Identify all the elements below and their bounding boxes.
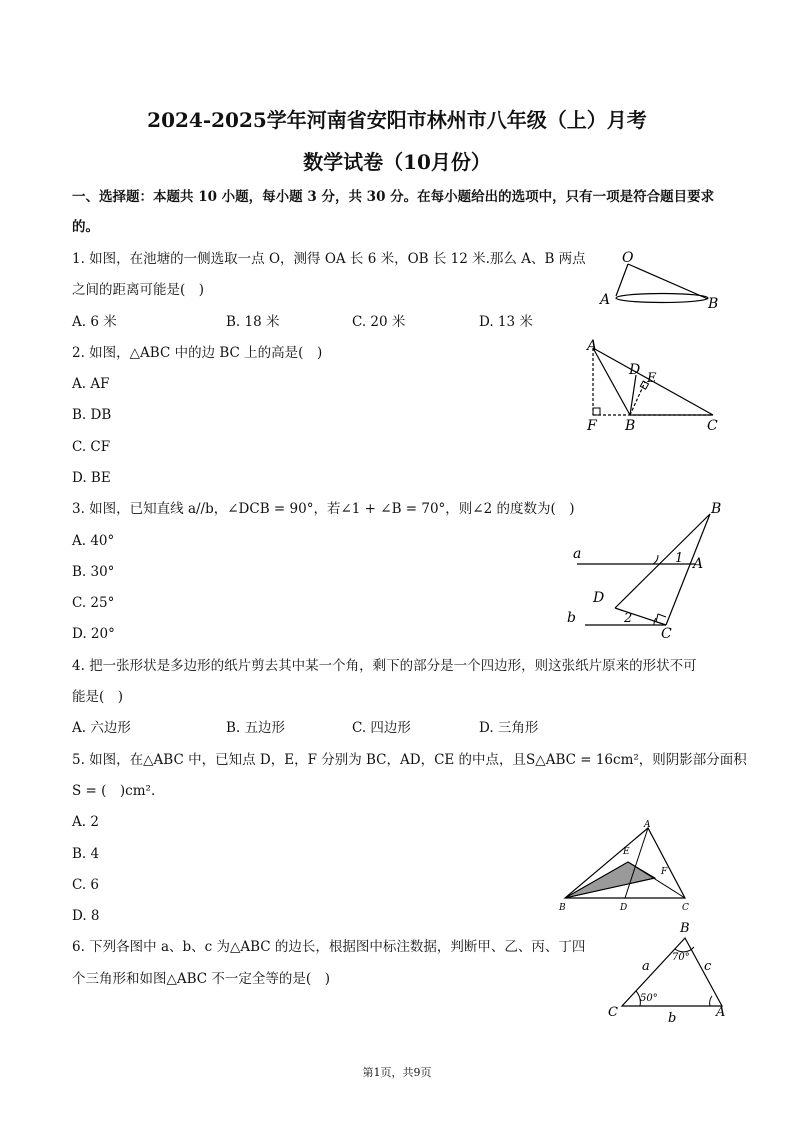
section-heading: 一、选择题：本题共 10 小题，每小题 3 分，共 30 分。在每小题给出的选项中，只有一项是符合题目要求 <box>72 189 715 205</box>
q3-option-d[interactable]: D. 20° <box>72 626 115 642</box>
fig6-label-b-vertex: B <box>680 921 690 936</box>
fig5-label-a: A <box>644 820 651 830</box>
fig3-label-angle1: 1 <box>675 551 684 566</box>
question-5-text: 5. 如图，在△ABC 中，已知点 D，E，F 分别为 BC，AD，CE 的中点，且S△ABC = 16cm²，则阴影部分面积 <box>72 752 747 768</box>
question-6-text-cont: 个三角形和如图△ABC 不一定全等的是( ) <box>72 971 330 987</box>
fig3-label-b-point: B <box>711 501 722 517</box>
q5-option-a[interactable]: A. 2 <box>72 814 99 830</box>
question-4-text-cont: 能是( ) <box>72 689 124 705</box>
fig1-label-b: B <box>708 296 719 312</box>
fig3-label-a-point: A <box>693 556 704 572</box>
q1-option-b[interactable]: B. 18 米 <box>226 314 280 330</box>
fig6-label-a-side: a <box>642 959 650 974</box>
fig5-label-b: B <box>559 903 566 913</box>
question-1-text-cont: 之间的距离可能是( ) <box>72 282 205 298</box>
fig3-label-a-line: a <box>573 546 582 562</box>
q3-option-c[interactable]: C. 25° <box>72 595 115 611</box>
question-6-text: 6. 下列各图中 a、b、c 为△ABC 的边长，根据图中标注数据，判断甲、乙、丙、丁四 <box>72 939 586 955</box>
figure-6-triangle <box>600 918 740 1028</box>
fig2-label-d: D <box>629 362 641 378</box>
exam-title-line1: 2024-2025学年河南省安阳市林州市八年级（上）月考 <box>147 108 647 132</box>
figure-2-triangle <box>583 340 733 440</box>
q4-option-b[interactable]: B. 五边形 <box>226 720 286 736</box>
fig2-label-b: B <box>625 418 636 434</box>
fig2-label-e: E <box>647 371 657 386</box>
question-5-text-cont: S = ( )cm². <box>72 783 156 799</box>
question-3-text: 3. 如图，已知直线 a//b，∠DCB = 90°，若∠1 + ∠B = 70°，则∠2 的度数为( ) <box>72 501 575 517</box>
q3-option-a[interactable]: A. 40° <box>72 533 115 549</box>
fig6-label-c-vertex: C <box>608 1005 618 1020</box>
q2-option-d[interactable]: D. BE <box>72 470 111 486</box>
fig6-label-b-side: b <box>668 1011 677 1026</box>
fig6-label-angle-70: 70° <box>672 952 690 963</box>
page-footer: 第1页，共9页 <box>362 1066 432 1079</box>
q2-option-a[interactable]: A. AF <box>72 376 110 392</box>
q2-option-c[interactable]: C. CF <box>72 439 111 455</box>
q5-option-b[interactable]: B. 4 <box>72 846 100 862</box>
fig3-label-b-line: b <box>567 610 576 626</box>
fig2-label-c: C <box>707 418 718 434</box>
fig5-label-e: E <box>623 847 630 857</box>
fig2-label-a: A <box>587 338 598 354</box>
q2-option-b[interactable]: B. DB <box>72 407 112 423</box>
fig2-label-f: F <box>587 418 597 434</box>
fig5-label-f: F <box>661 867 668 877</box>
q4-option-a[interactable]: A. 六边形 <box>72 720 131 736</box>
q1-option-a[interactable]: A. 6 米 <box>72 314 117 330</box>
q3-option-b[interactable]: B. 30° <box>72 564 115 580</box>
exam-title-line2: 数学试卷（10月份） <box>303 150 491 174</box>
q4-option-c[interactable]: C. 四边形 <box>352 720 411 736</box>
question-4-text: 4. 把一张形状是多边形的纸片剪去其中某一个角，剩下的部分是一个四边形，则这张纸片原来的形状不可 <box>72 658 697 674</box>
fig3-label-angle2: 2 <box>624 611 633 626</box>
fig6-label-c-side: c <box>704 959 712 974</box>
fig1-label-a: A <box>600 292 611 308</box>
q4-option-d[interactable]: D. 三角形 <box>479 720 539 736</box>
fig6-label-a-vertex: A <box>716 1005 726 1020</box>
q1-option-c[interactable]: C. 20 米 <box>352 314 406 330</box>
fig6-label-angle-50: 50° <box>640 993 658 1004</box>
section-heading-cont: 的。 <box>72 219 99 235</box>
q5-option-c[interactable]: C. 6 <box>72 877 100 893</box>
fig1-label-o: O <box>622 250 634 266</box>
question-2-text: 2. 如图，△ABC 中的边 BC 上的高是( ) <box>72 345 323 361</box>
fig3-label-c: C <box>661 626 672 642</box>
fig3-label-d: D <box>593 590 605 606</box>
q5-option-d[interactable]: D. 8 <box>72 908 100 924</box>
q1-option-d[interactable]: D. 13 米 <box>479 314 533 330</box>
fig5-label-c: C <box>682 903 689 913</box>
figure-5-midpoints <box>555 820 705 920</box>
question-1-text: 1. 如图，在池塘的一侧选取一点 O，测得 OA 长 6 米，OB 长 12 米.那么 A、B 两点 <box>72 251 586 267</box>
fig5-label-d: D <box>620 903 628 913</box>
figure-1-pond <box>596 250 736 315</box>
figure-3-parallel-lines <box>565 500 725 640</box>
